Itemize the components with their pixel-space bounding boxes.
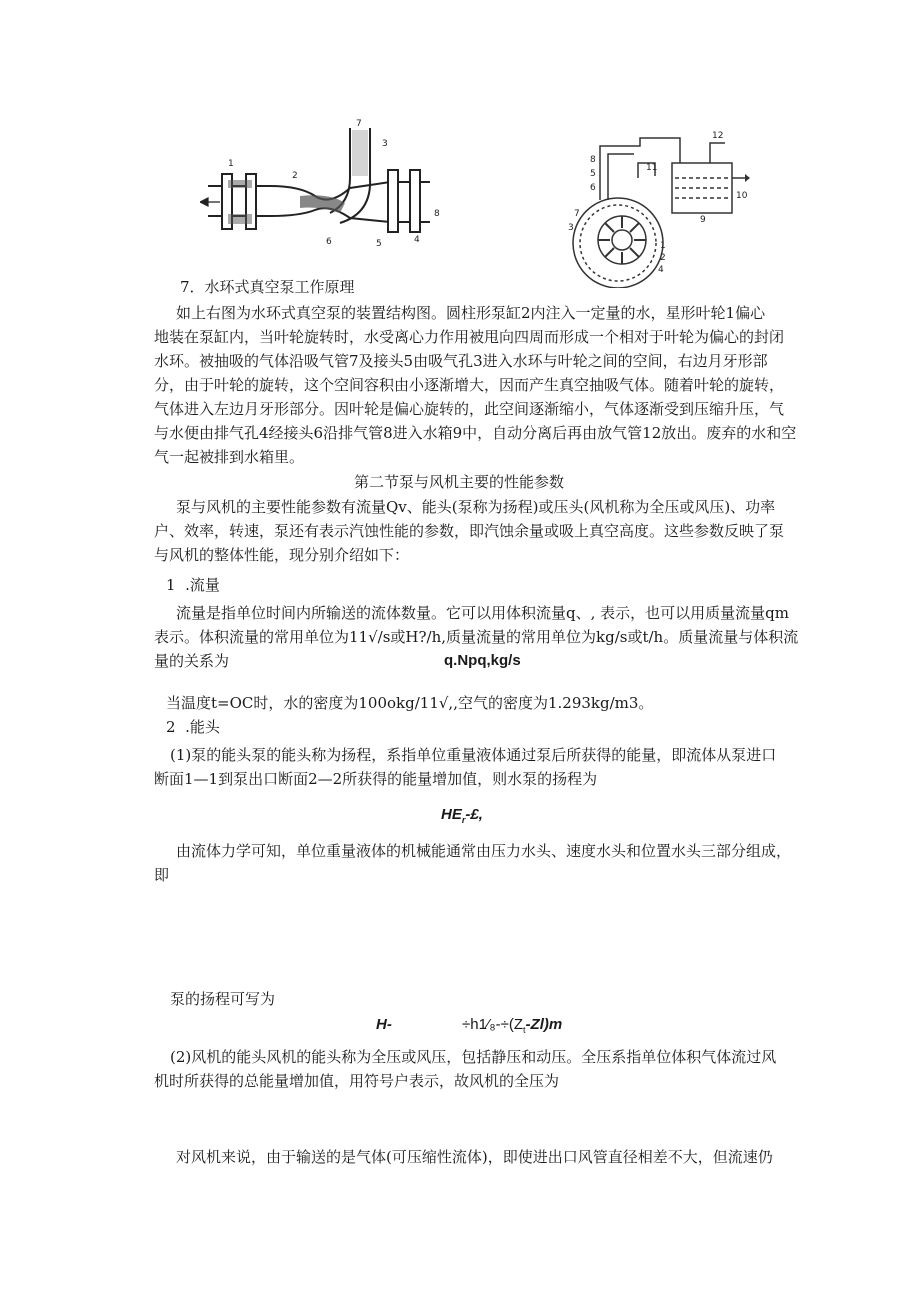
formula-pump-head (441, 804, 483, 831)
section7-line: 如上右图为水环式真空泵的装置结构图。圆柱形泵缸2内注入一定量的水，星形叶轮1偏心 (176, 304, 766, 322)
section2-title: 第二节泵与风机主要的性能参数 (354, 473, 565, 491)
item2-p4-line: 机时所获得的总能量增加值，用符号户表示，故风机的全压为 (154, 1072, 560, 1090)
right-label-3: 3 (568, 223, 574, 233)
right-label-5: 5 (590, 169, 596, 179)
left-label-8: 8 (434, 209, 440, 219)
formula2-left: H- (376, 1016, 392, 1033)
right-label-7: 7 (574, 209, 580, 219)
right-label-9: 9 (700, 215, 706, 225)
formula2-right-b: -Z (525, 1016, 540, 1033)
section7-line: 地装在泵缸内，当叶轮旋转时，水受离心力作用被甩向四周而形成一个相对于叶轮为偏心的封闭 (154, 328, 785, 346)
section7-title: 7．水环式真空泵工作原理 (180, 278, 355, 296)
formula1-main: HE (441, 806, 462, 823)
item2-title: .能头 (185, 718, 220, 736)
right-label-1: 1 (660, 241, 666, 251)
right-figure-water-ring-pump (560, 118, 750, 288)
item2-p1-line: (1)泵的能头泵的能头称为扬程，系指单位重量液体通过泵后所获得的能量，即流体从泵进口 (170, 746, 777, 764)
item1-line: 表示。体积流量的常用单位为11√/s或H?/h,质量流量的常用单位为kg/s或t/h。质量流量与体积流 (154, 628, 799, 646)
item1-title: .流量 (185, 576, 220, 594)
section2-intro-line: 泵与风机的主要性能参数有流量Qv、能头(泵称为扬程)或压头(风机称为全压或风压)、功率 (176, 498, 776, 516)
section7-line: 气体进入左边月牙形部分。因叶轮是偏心旋转的，此空间逐渐缩小，气体逐渐受到压缩升压，气 (154, 400, 785, 418)
item2-p1-line: 断面1—1到泵出口断面2—2所获得的能量增加值，则水泵的扬程为 (154, 770, 598, 788)
item2-p3: 泵的扬程可写为 (170, 990, 276, 1008)
left-label-6: 6 (326, 237, 332, 247)
item2-number: 2 (166, 718, 176, 736)
right-label-6: 6 (590, 183, 596, 193)
section2-intro-line: 与风机的整体性能，现分别介绍如下： (154, 546, 410, 564)
left-figure-ejector (200, 118, 450, 258)
formula2-right-sub: t (523, 1025, 526, 1035)
right-label-4: 4 (658, 265, 664, 275)
left-label-7: 7 (356, 119, 362, 129)
item2-p2-line: 即 (154, 866, 170, 884)
section7-line: 分，由于叶轮的旋转，这个空间容积由小逐渐增大，因而产生真空抽吸气体。随着叶轮的旋转， (154, 376, 785, 394)
right-label-2: 2 (660, 253, 666, 263)
item2-heading (166, 716, 220, 738)
left-label-5: 5 (376, 239, 382, 249)
item2-p2-line: 由流体力学可知，单位重量液体的机械能通常由压力水头、速度水头和位置水头三部分组成， (176, 842, 792, 860)
formula2-right-a: ÷h1⁄₈-÷(Z (462, 1016, 524, 1033)
left-label-3: 3 (382, 139, 388, 149)
formula2-right-c: l)m (539, 1016, 563, 1033)
formula-mass-flow: q.Npq,kg/s (444, 652, 521, 669)
item1-line: 流量是指单位时间内所输送的流体数量。它可以用体积流量q、, 表示，也可以用质量流量qm (176, 604, 789, 622)
item1-note: 当温度t=OC时，水的密度为100okg/11√,,空气的密度为1.293kg/m3。 (166, 694, 654, 712)
item1-line: 量的关系为 (154, 652, 230, 670)
item1-number: 1 (166, 576, 176, 594)
formula1-sub: r (461, 815, 466, 825)
item2-p5: 对风机来说，由于输送的是气体(可压缩性流体)，即使进出口风管直径相差不大，但流速仍 (176, 1148, 773, 1166)
left-label-2: 2 (292, 171, 298, 181)
left-label-1: 1 (228, 159, 234, 169)
left-label-4: 4 (414, 235, 420, 245)
section7-line: 与水便由排气孔4经接头6沿排气管8进入水箱9中，自动分离后再由放气管12放出。废弃的水和空 (154, 424, 797, 442)
section7-line: 水环。被抽吸的气体沿吸气管7及接头5由吸气孔3进入水环与叶轮之间的空间，右边月牙形部 (154, 352, 768, 370)
formula2-right (462, 1014, 562, 1041)
right-label-10: 10 (736, 191, 748, 201)
formula1-tail: -£, (465, 806, 483, 823)
right-label-8: 8 (590, 155, 596, 165)
item2-p4-line: (2)风机的能头风机的能头称为全压或风压，包括静压和动压。全压系指单位体积气体流过风 (170, 1048, 777, 1066)
item1-heading (166, 574, 220, 596)
right-label-11: 11 (646, 163, 658, 173)
right-label-12: 12 (712, 131, 724, 141)
section7-line: 气一起被排到水箱里。 (154, 448, 305, 466)
section2-intro-line: 户、效率，转速，泵还有表示汽蚀性能的参数，即汽蚀余量或吸上真空高度。这些参数反映了泵 (154, 522, 785, 540)
